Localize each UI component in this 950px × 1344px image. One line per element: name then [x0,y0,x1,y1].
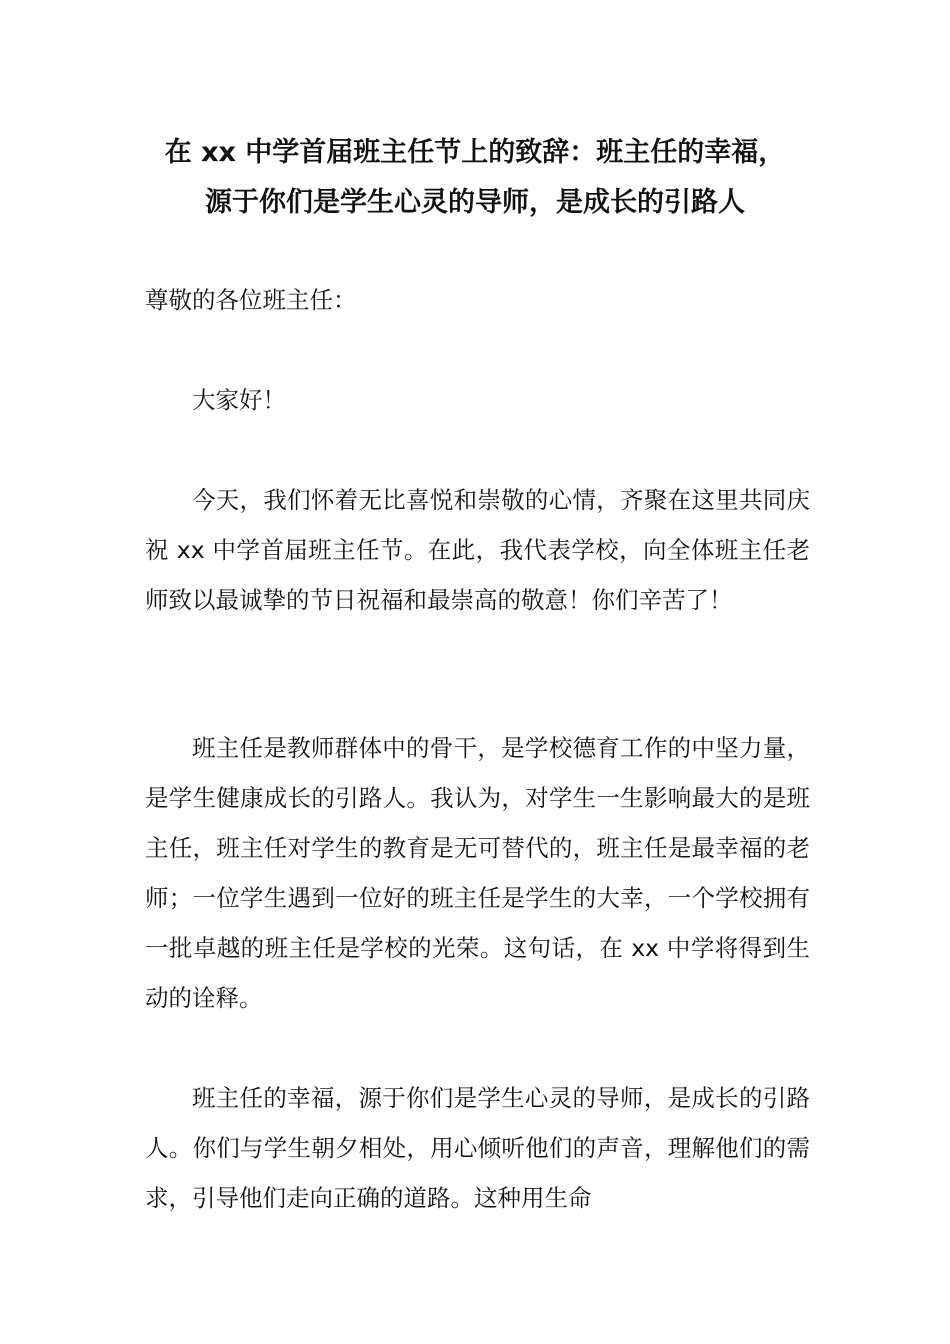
paragraph-2: 班主任是教师群体中的骨干，是学校德育工作的中坚力量，是学生健康成长的引路人。我认为，对学生一生影响最大的是班主任，班主任对学生的教育是无可替代的，班主任是最幸福的老师；一位学生遇到一位好的班主任是学生的大幸，一个学校拥有一批卓越的班主任是学校的光荣。这句话，在 xx 中学将得到生动的诠释。 [145,734,810,1012]
document-title [120,128,830,228]
title-line-1: 在 xx 中学首届班主任节上的致辞：班主任的幸福， [164,137,786,168]
title-line-2: 源于你们是学生心灵的导师，是成长的引路人 [205,187,745,218]
paragraph-1: 今天，我们怀着无比喜悦和崇敬的心情，齐聚在这里共同庆祝 xx 中学首届班主任节。在此，我代表学校，向全体班主任老师致以最诚挚的节日祝福和最崇高的敬意！你们辛苦了！ [145,486,810,614]
salutation: 尊敬的各位班主任： [145,286,357,314]
paragraph-3: 班主任的幸福，源于你们是学生心灵的导师，是成长的引路人。你们与学生朝夕相处，用心倾听他们的声音，理解他们的需求，引导他们走向正确的道路。这种用生命 [145,1084,810,1212]
paragraph-greeting: 大家好！ [192,386,286,414]
